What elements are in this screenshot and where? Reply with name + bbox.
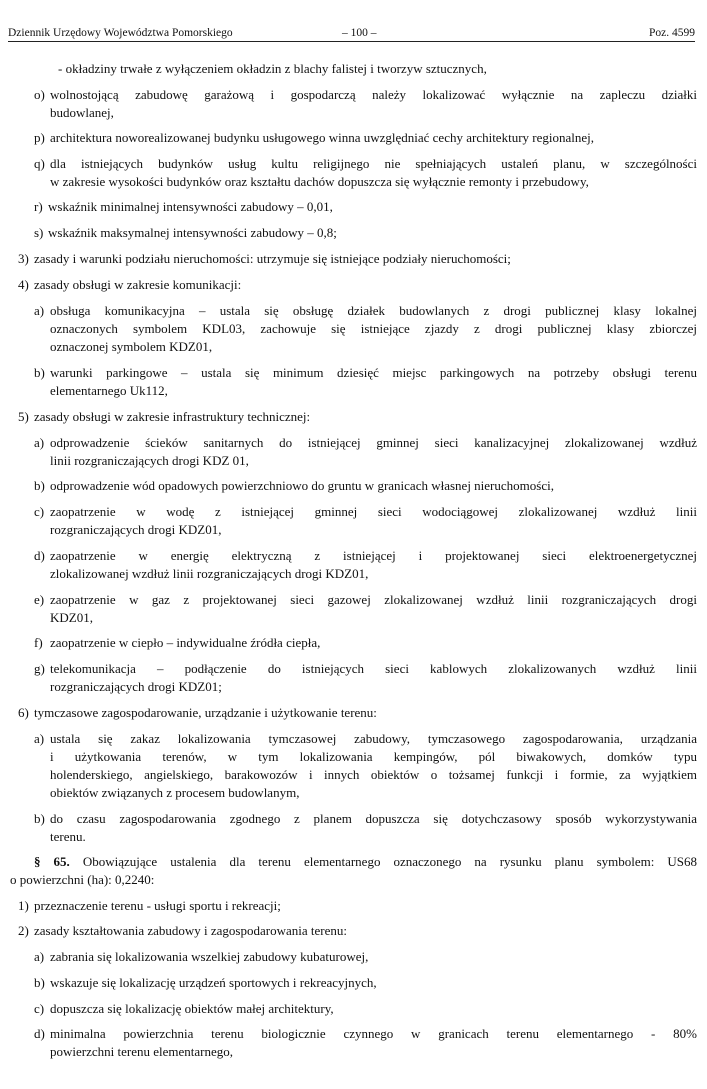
line-text [50, 828, 86, 845]
line-text-content: zasady kształtowania zabudowy i zagospodarowania terenu: [34, 923, 347, 938]
line-text-content: rozgraniczających drogi KDZ01, [50, 522, 222, 537]
line-text-content: elementarnego Uk112, [50, 383, 168, 398]
line-text-content: wskazuje się lokalizację urządzeń sportowych i rekreacyjnych, [50, 975, 377, 990]
list-marker: 3) [18, 251, 29, 266]
line-text [50, 1000, 334, 1017]
line-text [50, 1025, 697, 1042]
line-text [50, 810, 697, 827]
line-text [50, 477, 554, 494]
line-text [34, 704, 377, 721]
line-text [50, 730, 697, 747]
line-text-content: zasady obsługi w zakresie infrastruktury technicznej: [34, 409, 311, 424]
line-text-content: zaopatrzenie w ciepło – indywidualne źródła ciepła, [50, 635, 321, 650]
list-marker: a) [34, 303, 45, 318]
line-text-content: zabrania się lokalizowania wszelkiej zabudowy kubaturowej, [50, 949, 369, 964]
line-text-content: minimalna powierzchnia terenu biologicznie czynnego w granicach terenu elementarnego - 80% [50, 1026, 697, 1041]
line-text [50, 609, 93, 626]
list-marker: c) [34, 504, 45, 519]
line-text [50, 634, 320, 651]
line-text-content: w zakresie wysokości budynków oraz kształtu dachów dopuszcza się wyłącznie remonty i przebudowy, [50, 174, 589, 189]
line-text [50, 784, 299, 801]
line-text-content: - okładziny trwałe z wyłączeniem okładzin z blachy falistej i tworzyw sztucznych, [58, 61, 487, 76]
section-number: § 65. [34, 854, 70, 869]
line-text [50, 948, 368, 965]
line-text-content: odprowadzenie wód opadowych powierzchniowo do gruntu w granicach własnej nieruchomości, [50, 478, 554, 493]
line-text [50, 678, 222, 695]
line-text-content: terenu. [50, 829, 86, 844]
line-text-content: wskaźnik maksymalnej intensywności zabudowy – 0,8; [48, 225, 337, 240]
list-marker: a) [34, 949, 45, 964]
line-text [50, 565, 368, 582]
line-text-content: zlokalizowanej wzdłuż linii rozgraniczających drogi KDZ01, [50, 566, 369, 581]
journal-title: Dziennik Urzędowy Województwa Pomorskiego [8, 27, 233, 39]
list-marker: b) [34, 975, 45, 990]
line-text [48, 198, 333, 215]
line-text-content: architektura noworealizowanej budynku usługowego winna uwzględniać cechy architektury regionalnej, [50, 130, 594, 145]
list-marker: b) [34, 811, 45, 826]
line-text-content: linii rozgraniczających drogi KDZ 01, [50, 453, 249, 468]
list-marker: 2) [18, 923, 29, 938]
list-marker: f) [34, 635, 43, 650]
line-text [50, 364, 697, 381]
line-text-content: przeznaczenie terenu - usługi sportu i rekreacji; [34, 898, 281, 913]
line-text-content: wolnostojącą zabudowę garażową i gospodarczą należy lokalizować wyłącznie na zapleczu działki [50, 87, 697, 102]
list-marker: 6) [18, 705, 29, 720]
line-text [50, 503, 697, 520]
page-header [8, 25, 695, 42]
list-marker: 5) [18, 409, 29, 424]
line-text [34, 276, 241, 293]
list-marker: b) [34, 365, 45, 380]
list-marker: e) [34, 592, 45, 607]
line-text [34, 922, 347, 939]
line-text [50, 129, 594, 146]
line-text-content: obsługa komunikacyjna – ustala się obsługę działek budowlanych z drogi publicznej klasy lokalnej [50, 303, 697, 318]
line-text [50, 591, 697, 608]
list-marker: p) [34, 130, 45, 145]
line-text [34, 408, 310, 425]
list-marker: a) [34, 731, 45, 746]
list-marker: o) [34, 87, 45, 102]
line-text [50, 547, 697, 564]
list-marker: b) [34, 478, 45, 493]
line-text-content: do czasu zagospodarowania zgodnego z planem dopuszcza się dotychczasowy sposób wykorzystywania [50, 811, 697, 826]
line-text-content: zasady obsługi w zakresie komunikacji: [34, 277, 242, 292]
line-text-content: telekomunikacja – podłączenie do istniejących sieci kablowych zlokalizowanych wzdłuż linii [50, 661, 697, 676]
line-text [50, 434, 697, 451]
line-text [50, 320, 697, 337]
line-text [50, 382, 168, 399]
line-text [48, 224, 337, 241]
line-text-content: i użytkowania terenów, w tym lokalizowania kempingów, pól biwakowych, domków typu [50, 749, 697, 764]
line-text-content: warunki parkingowe – ustala się minimum dziesięć miejsc parkingowych na potrzeby obsługi terenu [50, 365, 697, 380]
list-marker: a) [34, 435, 45, 450]
line-text-content: zaopatrzenie w wodę z istniejącej gminnej sieci wodociągowej zlokalizowanej wzdłuż linii [50, 504, 697, 519]
list-marker: q) [34, 156, 45, 171]
line-text-content: oznaczonych symbolem KDL03, zachowuje się istniejące zjazdy z drogi publicznej klasy zbiorczej [50, 321, 697, 336]
list-marker: g) [34, 661, 45, 676]
list-marker: 4) [18, 277, 29, 292]
line-text [34, 897, 281, 914]
line-text [50, 748, 697, 765]
line-text-content: o powierzchni (ha): 0,2240: [10, 872, 155, 887]
line-text-content: wskaźnik minimalnej intensywności zabudowy – 0,01, [48, 199, 333, 214]
line-text [10, 871, 154, 888]
line-text [50, 766, 697, 783]
line-text-content: Obowiązujące ustalenia dla terenu elementarnego oznaczonego na rysunku planu symbolem: US68 [82, 854, 697, 869]
line-text-content: dopuszcza się lokalizację obiektów małej architektury, [50, 1001, 334, 1016]
list-marker: r) [34, 199, 43, 214]
line-text-content: oznaczonej symbolem KDZ01, [50, 339, 213, 354]
line-text [50, 660, 697, 677]
line-text-content: KDZ01, [50, 610, 93, 625]
line-text [50, 521, 221, 538]
line-text [50, 155, 697, 172]
line-text [34, 853, 697, 870]
page-number: – 100 – [342, 27, 377, 39]
line-text [50, 338, 212, 355]
line-text-content: budowlanej, [50, 105, 114, 120]
list-marker: s) [34, 225, 44, 240]
line-text-content: dla istniejących budynków usług kultu religijnego nie spełniających ustaleń planu, w szczególności [50, 156, 697, 171]
line-text-content: holenderskiego, angielskiego, barakowozów i innych obiektów o tożsamej funkcji i formie, za wyjątkiem [50, 767, 697, 782]
line-text [50, 1043, 233, 1060]
list-marker: 1) [18, 898, 29, 913]
position-number: Poz. 4599 [649, 27, 695, 39]
line-text [34, 250, 511, 267]
line-text [50, 302, 697, 319]
line-text-content: ustala się zakaz lokalizowania tymczasowej zabudowy, tymczasowego zagospodarowania, urządzania [50, 731, 697, 746]
line-text [50, 104, 114, 121]
line-text [50, 86, 697, 103]
line-text-content: powierzchni terenu elementarnego, [50, 1044, 233, 1059]
line-text-content: tymczasowe zagospodarowanie, urządzanie i użytkowanie terenu: [34, 705, 377, 720]
line-text [50, 452, 249, 469]
list-marker: c) [34, 1001, 45, 1016]
line-text-content: zaopatrzenie w gaz z projektowanej sieci gazowej zlokalizowanej wzdłuż linii rozgraniczających drogi [50, 592, 697, 607]
line-text-content: rozgraniczających drogi KDZ01; [50, 679, 222, 694]
line-text [58, 60, 487, 77]
line-text-content: obiektów związanych z procesem budowlanym, [50, 785, 300, 800]
line-text-content: zasady i warunki podziału nieruchomości: utrzymuje się istniejące podziały nieruchomości; [34, 251, 511, 266]
list-marker: d) [34, 548, 45, 563]
line-text [50, 974, 377, 991]
line-text [50, 173, 589, 190]
list-marker: d) [34, 1026, 45, 1041]
line-text-content: odprowadzenie ścieków sanitarnych do istniejącej gminnej sieci kanalizacyjnej zlokalizowanej wzdłuż [50, 435, 697, 450]
line-text-content: zaopatrzenie w energię elektryczną z istniejącej i projektowanej sieci elektroenergetycznej [50, 548, 697, 563]
